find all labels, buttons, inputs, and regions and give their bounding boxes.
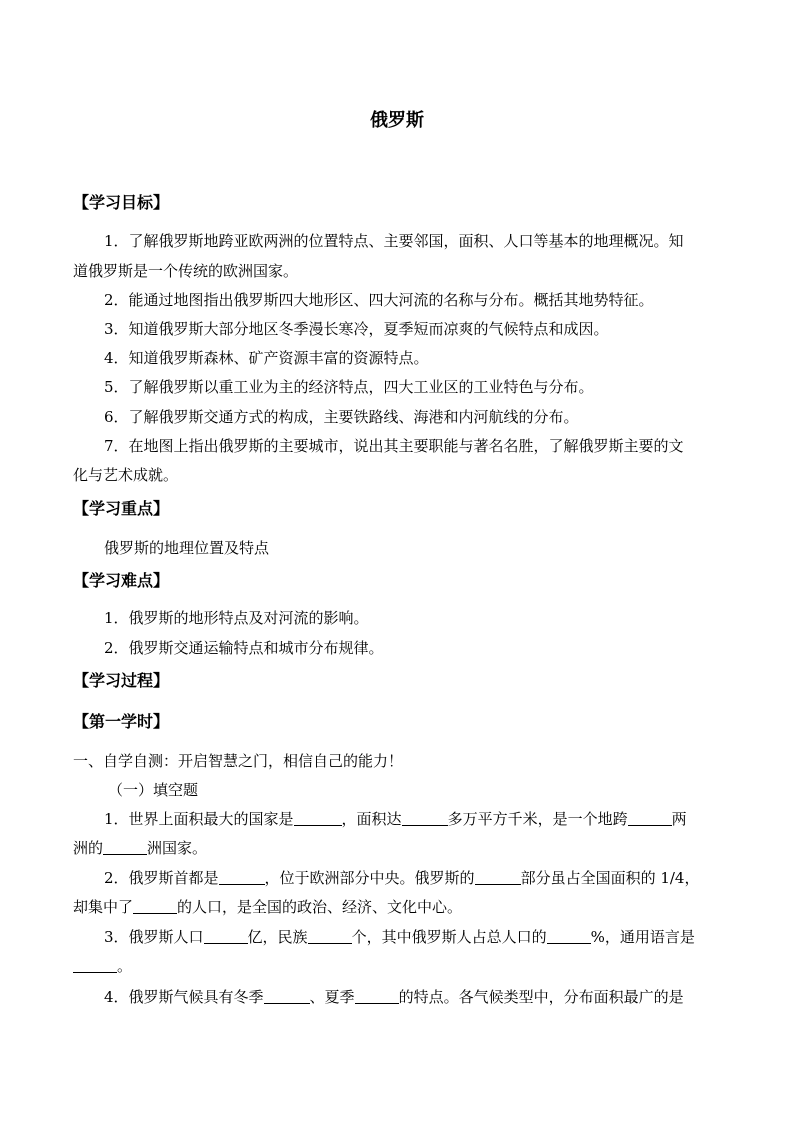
question-text: 1．世界上面积最大的国家是 [104, 810, 294, 828]
key-point-line: 俄罗斯的地理位置及特点 [104, 539, 270, 557]
question-text: 洲的 [73, 839, 104, 857]
goal-line: 4．知道俄罗斯森林、矿产资源丰富的资源特点。 [104, 349, 429, 367]
question-1 [104, 808, 687, 829]
page-title: 俄罗斯 [370, 110, 424, 131]
question-4 [104, 986, 684, 1007]
heading-difficulties: 【学习难点】 [73, 571, 170, 590]
question-text: 4．俄罗斯气候具有冬季 [104, 988, 264, 1006]
answer-blank[interactable] [103, 840, 147, 855]
question-text: 部分虽占全国面积的 1/4， [520, 869, 700, 887]
goal-line: 7．在地图上指出俄罗斯的主要城市，说出其主要职能与著名名胜，了解俄罗斯主要的文 [104, 437, 684, 455]
goal-line: 2．能通过地图指出俄罗斯四大地形区、四大河流的名称与分布。概括其地势特征。 [104, 291, 654, 309]
goal-line: 道俄罗斯是一个传统的欧洲国家。 [73, 262, 299, 280]
question-text: 亿，民族 [247, 928, 308, 946]
answer-blank[interactable] [73, 958, 117, 973]
heading-first-lesson: 【第一学时】 [73, 712, 170, 731]
difficulty-line: 2．俄罗斯交通运输特点和城市分布规律。 [104, 639, 384, 657]
question-text: ，面积达 [341, 810, 402, 828]
answer-blank[interactable] [294, 811, 342, 826]
difficulty-line: 1．俄罗斯的地形特点及对河流的影响。 [104, 609, 369, 627]
question-text: 个，其中俄罗斯人占总人口的 [351, 928, 547, 946]
answer-blank[interactable] [133, 899, 177, 914]
question-2 [104, 867, 699, 888]
question-text: 的特点。各气候类型中，分布面积最广的是 [398, 988, 684, 1006]
answer-blank[interactable] [308, 929, 352, 944]
answer-blank[interactable] [355, 989, 399, 1004]
question-text: 的人口，是全国的政治、经济、文化中心。 [177, 898, 463, 916]
question-1-cont [73, 837, 207, 858]
question-3-cont [73, 955, 132, 976]
heading-key-points: 【学习重点】 [73, 499, 170, 518]
answer-blank[interactable] [402, 811, 448, 826]
answer-blank[interactable] [204, 929, 248, 944]
question-2-cont [73, 896, 462, 917]
question-text: 两 [671, 810, 687, 828]
answer-blank[interactable] [547, 929, 591, 944]
question-text: 3．俄罗斯人口 [104, 928, 204, 946]
goal-line: 1．了解俄罗斯地跨亚欧两洲的位置特点、主要邻国，面积、人口等基本的地理概况。知 [104, 232, 684, 250]
question-text: %，通用语言是 [590, 928, 695, 946]
answer-blank[interactable] [219, 870, 265, 885]
question-text: 多万平方千米，是一个地跨 [447, 810, 628, 828]
question-3 [104, 926, 695, 947]
question-text: 2．俄罗斯首都是 [104, 869, 219, 887]
answer-blank[interactable] [475, 870, 521, 885]
goal-line: 化与艺术成就。 [73, 466, 179, 484]
heading-learning-process: 【学习过程】 [73, 671, 170, 690]
goal-line: 6．了解俄罗斯交通方式的构成，主要铁路线、海港和内河航线的分布。 [104, 408, 579, 426]
self-test-intro: 一、自学自测：开启智慧之门，相信自己的能力！ [73, 752, 404, 770]
question-text: 。 [117, 957, 133, 975]
goal-line: 5．了解俄罗斯以重工业为主的经济特点，四大工业区的工业特色与分布。 [104, 378, 594, 396]
question-text: 、夏季 [309, 988, 355, 1006]
goal-line: 3．知道俄罗斯大部分地区冬季漫长寒冷，夏季短而凉爽的气候特点和成因。 [104, 320, 609, 338]
answer-blank[interactable] [628, 811, 672, 826]
fill-blank-subheading: （一）填空题 [108, 781, 199, 799]
question-text: 洲国家。 [147, 839, 208, 857]
question-text: ，位于欧洲部分中央。俄罗斯的 [264, 869, 475, 887]
answer-blank[interactable] [264, 989, 310, 1004]
heading-learning-goals: 【学习目标】 [73, 193, 170, 212]
question-text: 却集中了 [73, 898, 134, 916]
